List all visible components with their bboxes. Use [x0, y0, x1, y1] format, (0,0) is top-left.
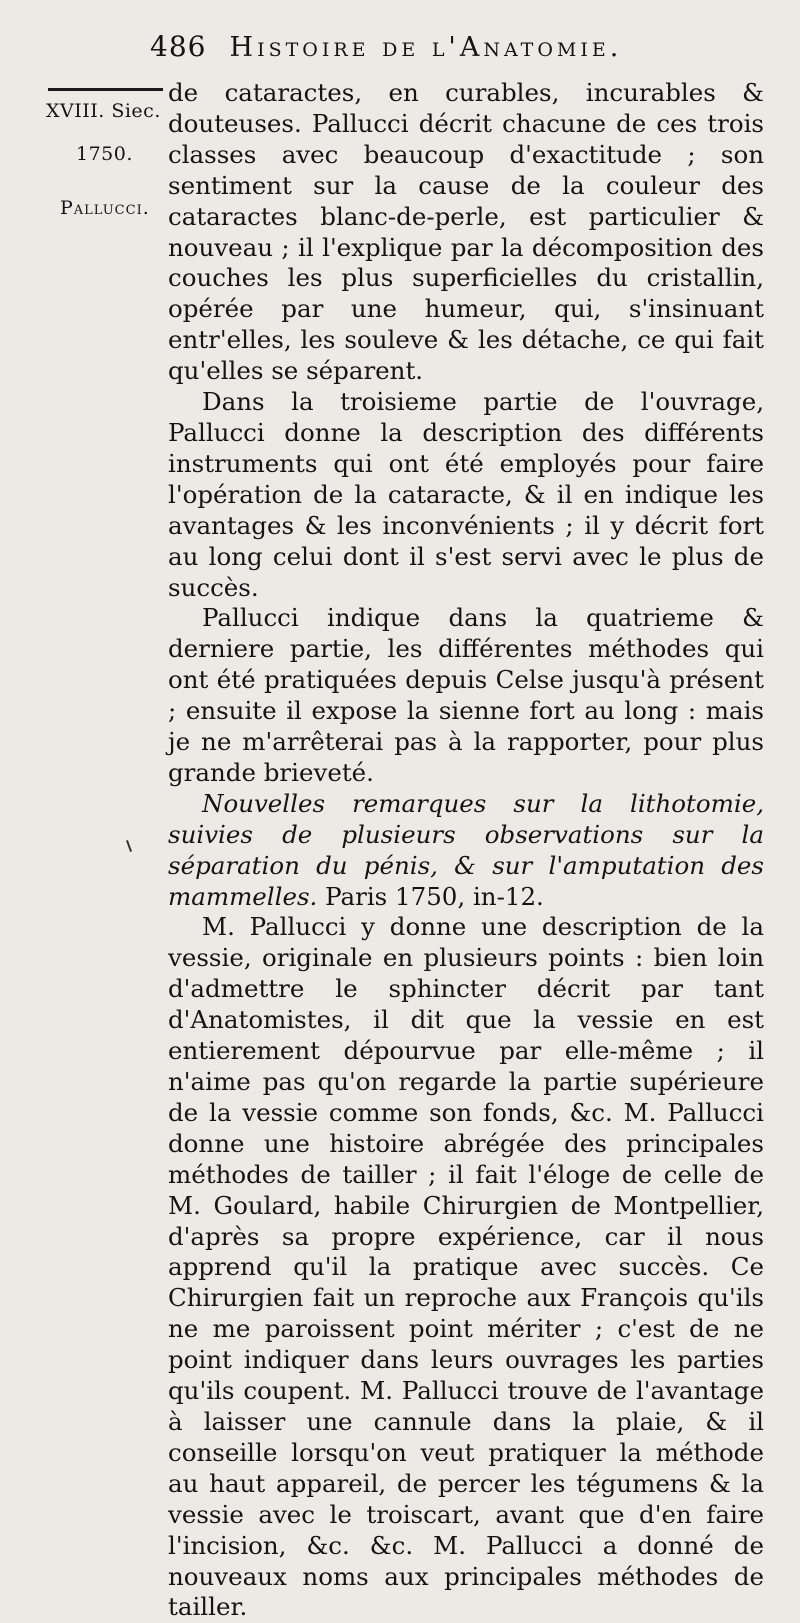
body-text [168, 78, 764, 1623]
margin-note-author: Pallucci. [60, 197, 150, 219]
paragraph: Pallucci indique dans la quatrieme & derniere partie, les différentes méthodes qui ont été pratiquées depuis Celse jusqu'à présent ; ensuite il expose la sienne fort au long : mais je ne m'arrêterai pas à la rapporter, pour plus grande brieveté. [168, 603, 764, 787]
paragraph: Dans la troisieme partie de l'ouvrage, Pallucci donne la description des différents instruments qui ont été employés pour faire l'opération de la cataracte, & il en indique les avantages & les inconvénients ; il y décrit fort au long celui dont il s'est servi avec le plus de succès. [168, 387, 764, 602]
running-head [150, 30, 780, 74]
page-number: 486 [150, 30, 207, 63]
paragraph-continuation: de cataractes, en curables, incurables & douteuses. Pallucci décrit chacune de ces trois classes avec beaucoup d'exactitude ; son sentiment sur la cause de la couleur des cataractes blanc-de-perle, est particulier & nouveau ; il l'explique par la décomposition des couches les plus superficielles du cristallin, opérée par une humeur, qui, s'insinuant entr'elles, les souleve & les détache, ce qui fait qu'elles se séparent. [168, 78, 764, 386]
book-citation [168, 789, 764, 913]
running-title: Histoire de l'Anatomie. [229, 32, 623, 63]
ink-speck [126, 840, 132, 852]
margin-note-century: XVIII. Siec. [46, 100, 161, 122]
book-imprint: Paris 1750, in-12. [325, 881, 544, 911]
book-title: Nouvelles remarques sur la lithotomie, suivies de plusieurs observations sur la séparation du pénis, & sur l'amputation des mammelles. [168, 788, 764, 911]
margin-rule [48, 88, 163, 91]
paragraph: M. Pallucci y donne une description de la vessie, originale en plusieurs points : bien loin d'admettre le sphincter décrit par tant d'Anatomistes, il dit que la vessie en est entierement dépourvue par elle-même ; il n'aime pas qu'on regarde la partie supérieure de la vessie comme son fonds, &c. M. Pallucci donne une histoire abrégée des principales méthodes de tailler ; il fait l'éloge de celle de M. Goulard, habile Chirurgien de Montpellier, d'après sa propre expérience, car il nous apprend qu'il la pratique avec succès. Ce Chirurgien fait un reproche aux François qu'ils ne me paroissent point mériter ; c'est de ne point indiquer dans leurs ouvrages les parties qu'ils coupent. M. Pallucci trouve de l'avantage à laisser une cannule dans la plaie, & il conseille lorsqu'on veut pratiquer la méthode au haut appareil, de percer les tégumens & la vessie avec le troiscart, avant que d'en faire l'incision, &c. &c. M. Pallucci a donné de nouveaux noms aux principales méthodes de tailler. [168, 912, 764, 1622]
margin-note-year: 1750. [76, 143, 133, 165]
